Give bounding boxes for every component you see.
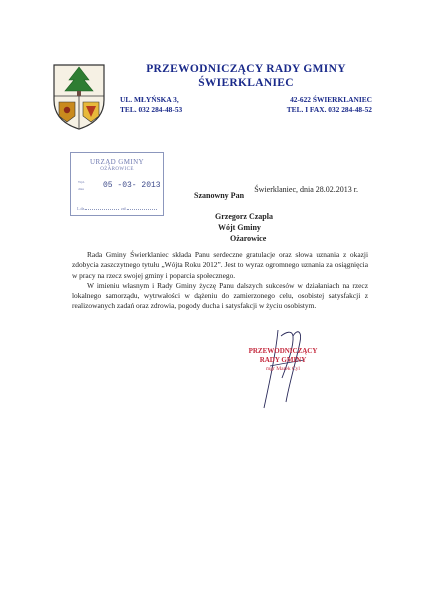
letterhead-address bbox=[120, 95, 372, 115]
stamp-date: 05 -03- 2013 bbox=[103, 181, 161, 190]
address-phone-fax: TEL. I FAX. 032 284-48-52 bbox=[286, 105, 372, 114]
letterhead bbox=[120, 62, 372, 115]
recipient-block bbox=[215, 211, 273, 244]
address-phone: TEL. 032 284-48-53 bbox=[120, 105, 183, 114]
signature-title-line1: PRZEWODNICZĄCY bbox=[248, 347, 318, 355]
body-paragraph: Rada Gminy Świerklaniec składa Panu serdeczne gratulacje oraz słowa uznania z okazji zdobycia zaszczytnego tytułu „Wójta Roku 2012”. Jest to wyraz ogromnego uznania za osiągnięcia w pracy na rzecz swojej gminy i poparcia społecznego. bbox=[72, 250, 368, 280]
letterhead-title: PRZEWODNICZĄCY RADY GMINY bbox=[146, 63, 346, 75]
letterhead-municipality: ŚWIERKLANIEC bbox=[198, 77, 294, 89]
stamp-label-ref: L.dz. bbox=[77, 206, 86, 211]
stamp-label-date: dnia bbox=[78, 187, 85, 191]
recipient-place: Ożarowice bbox=[230, 234, 267, 243]
stamp-ref-line bbox=[85, 209, 119, 210]
body-paragraph: W imieniu własnym i Rady Gminy życzę Panu dalszych sukcesów w działaniach na rzecz lokalnego samorządu, wytrwałości w dążeniu do zamierzonego celu, osobistej satysfakcji z realizowanych zadań oraz zdrowia, pogody ducha i satysfakcji w życiu osobistym. bbox=[72, 280, 368, 311]
stamp-town: OŻAROWICE bbox=[100, 167, 134, 172]
signature-title bbox=[233, 347, 333, 365]
salutation: Szanowny Pan bbox=[194, 191, 245, 200]
signature-title-line2: RADY GMINY bbox=[259, 356, 307, 364]
stamp-label-received: Wpł. bbox=[78, 180, 85, 184]
stamp-label-attachment: zał. bbox=[121, 206, 127, 211]
stamp-office: URZĄD GMINY bbox=[90, 158, 144, 166]
address-street: UL. MŁYŃSKA 3, bbox=[120, 95, 179, 104]
address-postal: 42-622 ŚWIERKLANIEC bbox=[290, 95, 372, 104]
recipient-position: Wójt Gminy bbox=[218, 223, 261, 232]
stamp-attachment-line bbox=[127, 209, 157, 210]
signature-name: mgr Marek Cyl bbox=[266, 366, 300, 372]
coat-of-arms-icon bbox=[50, 62, 108, 130]
letter-date: Świerklaniec, dnia 28.02.2013 r. bbox=[254, 185, 358, 194]
receipt-stamp bbox=[70, 152, 164, 216]
letter-body bbox=[72, 250, 368, 312]
recipient-name: Grzegorz Czapla bbox=[215, 212, 273, 221]
